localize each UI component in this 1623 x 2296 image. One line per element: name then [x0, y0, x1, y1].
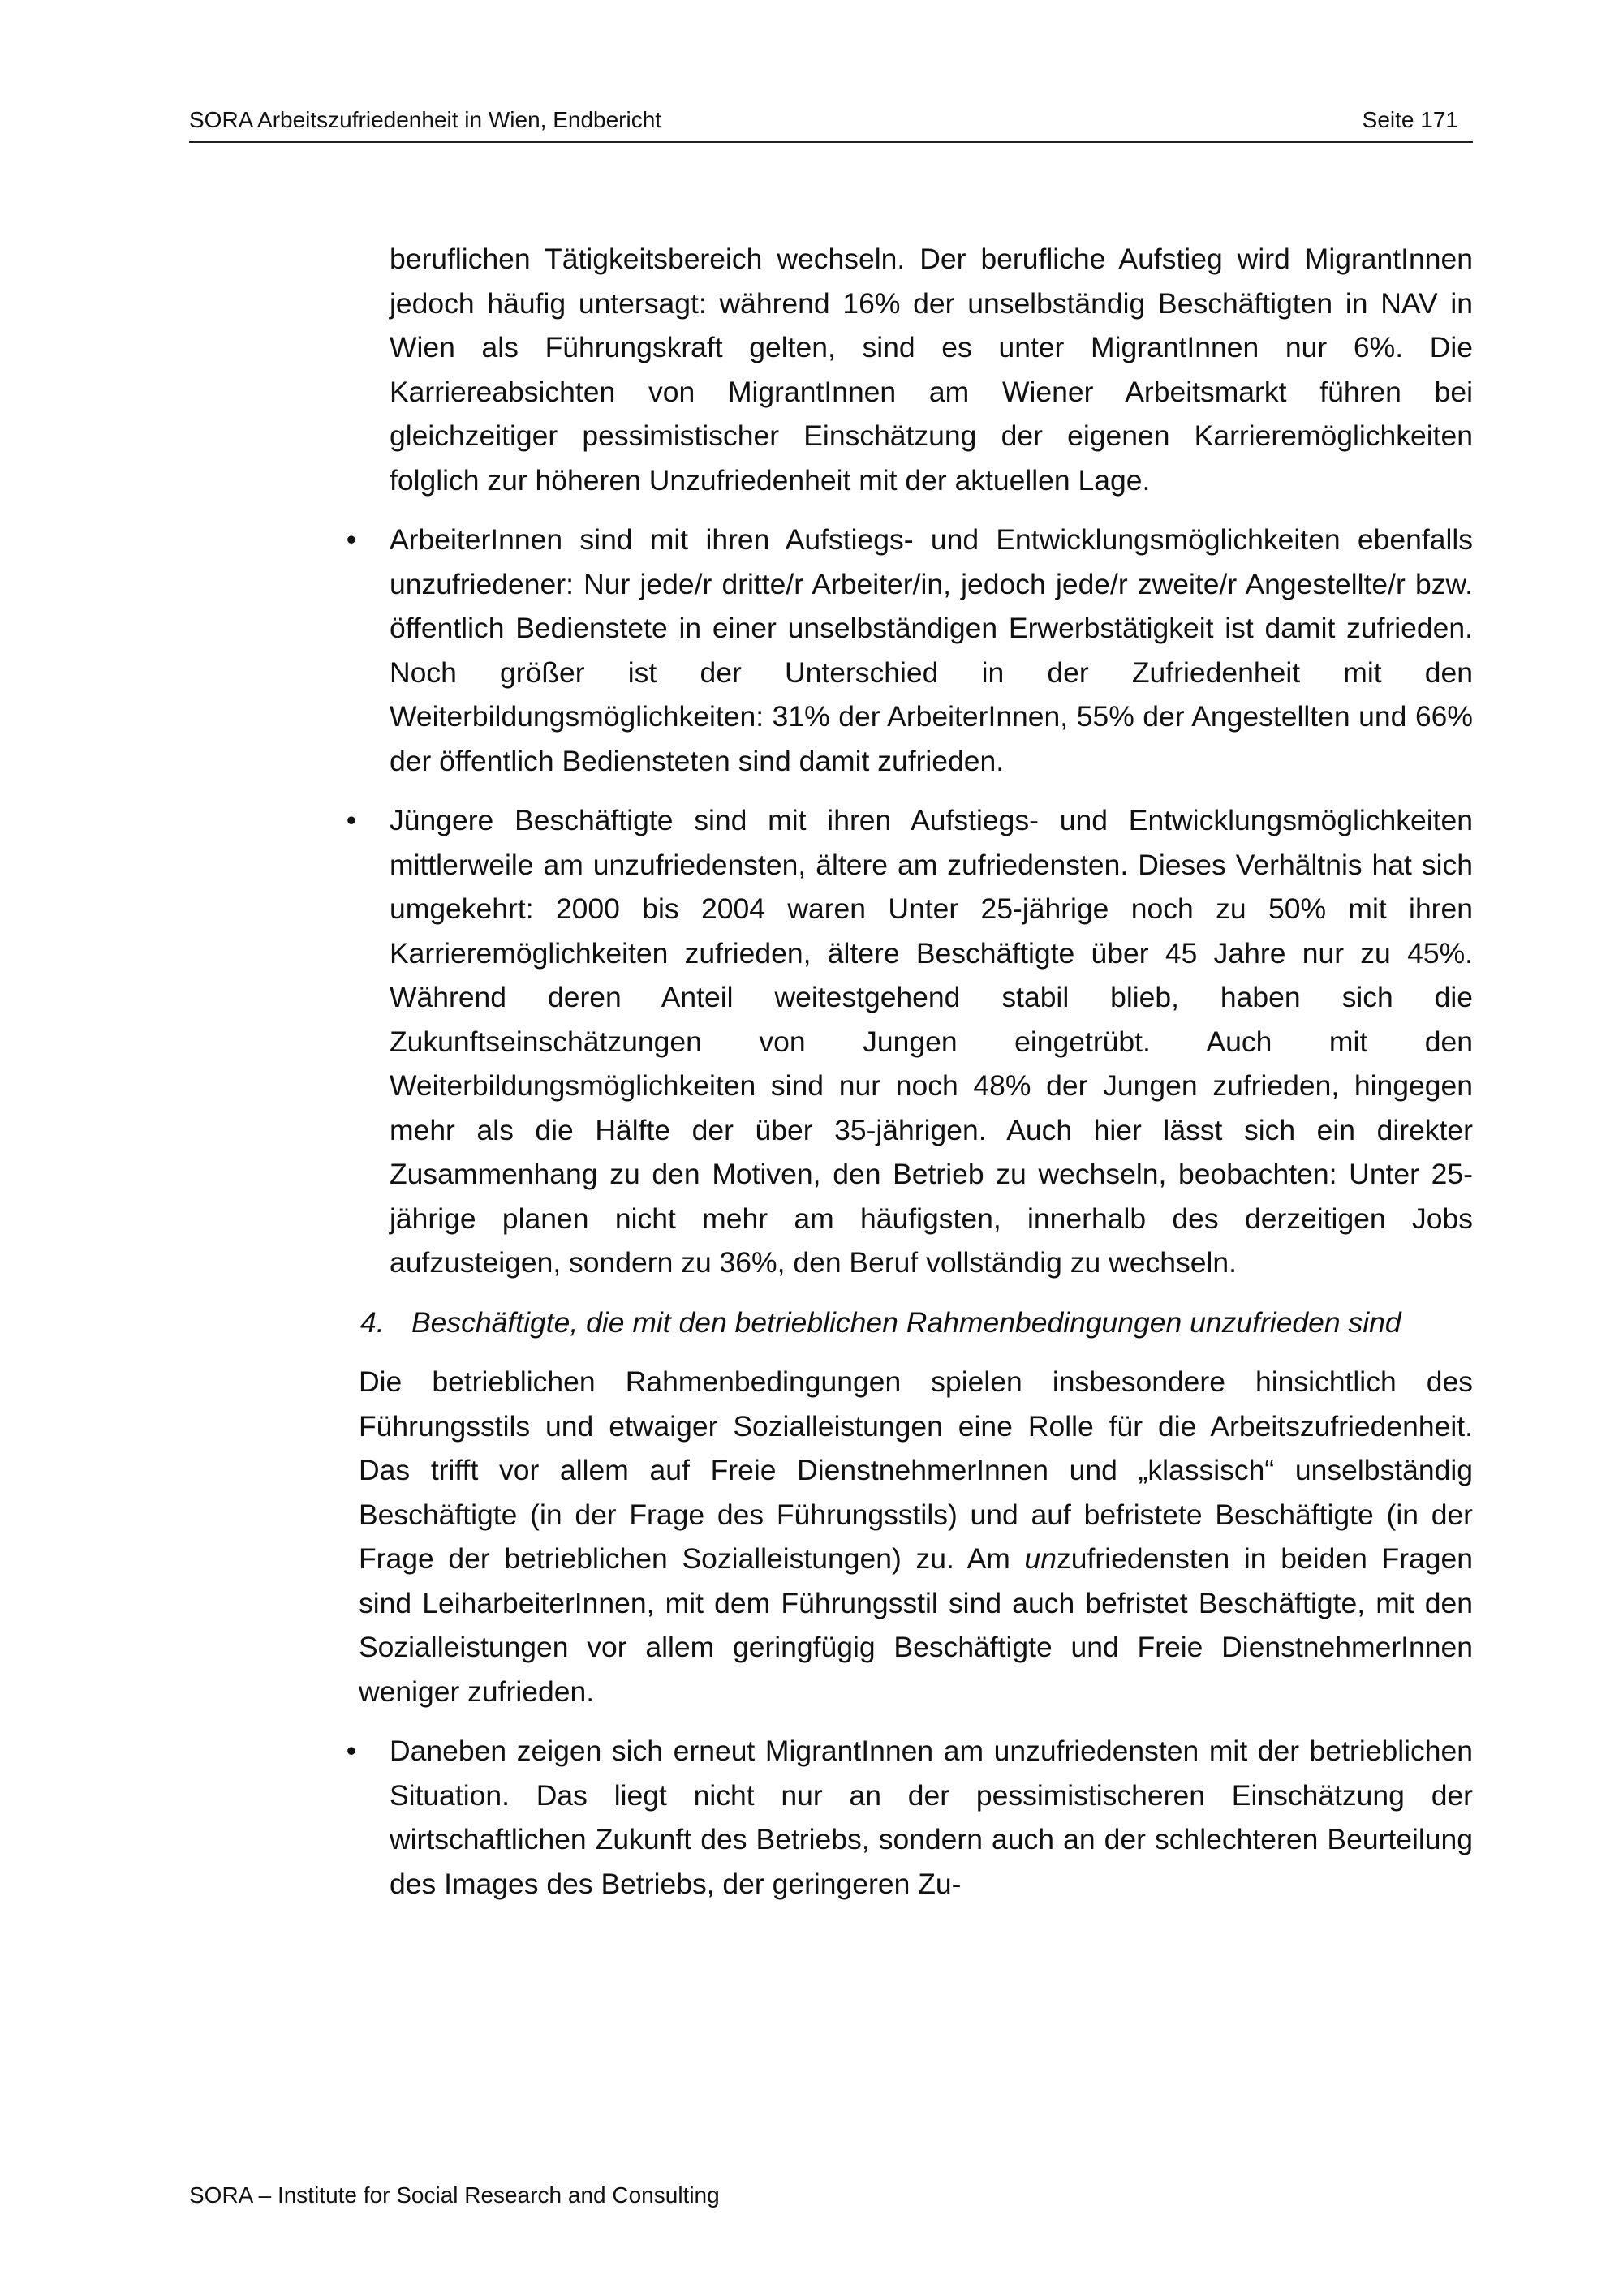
header-title: SORA Arbeitszufriedenheit in Wien, Endbericht	[189, 107, 662, 132]
list-item	[346, 798, 1473, 1285]
section-paragraph-text-2: zufriedensten in beiden Fragen sind LeiharbeiterInnen, mit dem Führungsstil sind auch befristet Beschäftigte, mit den Sozialleistungen vor allem geringfügig Beschäftigte und Freie DienstnehmerInnen weniger zufrieden.	[359, 1542, 1473, 1708]
section-heading	[360, 1301, 1473, 1345]
section-paragraph	[359, 1360, 1473, 1713]
section-paragraph-text-1: Die betrieblichen Rahmenbedingungen spielen insbesondere hinsichtlich des Führungsstils und etwaiger Sozialleistungen eine Rolle für die Arbeitszufriedenheit. Das trifft vor allem auf Freie DienstnehmerInnen und „klassisch“ unselbständig Beschäftigte (in der Frage des Führungsstils) und auf befristete Beschäftigte (in der Frage der betrieblichen Sozialleistungen) zu. Am	[359, 1365, 1473, 1575]
list-item-text: ArbeiterInnen sind mit ihren Aufstiegs- und Entwicklungsmöglichkeiten ebenfalls unzufriedener: Nur jede/r dritte/r Arbeiter/in, jedoch jede/r zweite/r Angestellte/r bzw. öffentlich Bedienstete in einer unselbständigen Erwerbstätigkeit ist damit zufrieden. Noch größer ist der Unterschied in der Zufriedenheit mit den Weiterbildungsmöglichkeiten: 31% der ArbeiterInnen, 55% der Angestellten und 66% der öffentlich Bediensteten sind damit zufrieden.	[390, 523, 1473, 777]
section-number: 4.	[360, 1305, 385, 1339]
bullet-icon: •	[346, 804, 357, 836]
list-item	[346, 1729, 1473, 1906]
page-header	[189, 104, 1473, 143]
page-footer: SORA – Institute for Social Research and Consulting	[189, 2182, 720, 2208]
list-item	[346, 518, 1473, 783]
list-item-text: Daneben zeigen sich erneut MigrantInnen am unzufriedensten mit der betrieblichen Situation. Das liegt nicht nur an der pessimistischeren Einschätzung der wirtschaftlichen Zukunft des Betriebs, sondern auch an der schlechteren Beurteilung des Images des Betriebs, der geringeren Zu-	[390, 1735, 1473, 1900]
list-item-text: Jüngere Beschäftigte sind mit ihren Aufstiegs- und Entwicklungsmöglichkeiten mittlerweile am unzufriedensten, ältere am zufriedensten. Dieses Verhältnis hat sich umgekehrt: 2000 bis 2004 waren Unter 25-jährige noch zu 50% mit ihren Karrieremöglichkeiten zufrieden, ältere Beschäftigte über 45 Jahre nur zu 45%. Während deren Anteil weitestgehend stabil blieb, haben sich die Zukunftseinschätzungen von Jungen eingetrübt. Auch mit den Weiterbildungsmöglichkeiten sind nur noch 48% der Jungen zufrieden, hingegen mehr als die Hälfte der über 35-jährigen. Auch hier lässt sich ein direkter Zusammenhang zu den Motiven, den Betrieb zu wechseln, beobachten: Unter 25-jährige planen nicht mehr am häufigsten, innerhalb des derzeitigen Jobs aufzusteigen, sondern zu 36%, den Beruf vollständig zu wechseln.	[390, 804, 1473, 1279]
bullet-icon: •	[346, 523, 357, 556]
section-paragraph-emphasis: un	[1024, 1542, 1057, 1575]
page-body	[0, 237, 1623, 1906]
continuation-paragraph: beruflichen Tätigkeitsbereich wechseln. Der berufliche Aufstieg wird MigrantInnen jedoch häufig untersagt: während 16% der unselbständig Beschäftigten in NAV in Wien als Führungskraft gelten, sind es unter MigrantInnen nur 6%. Die Karriereabsichten von MigrantInnen am Wiener Arbeitsmarkt führen bei gleichzeitiger pessimistischer Einschätzung der eigenen Karrieremöglichkeiten folglich zur höheren Unzufriedenheit mit der aktuellen Lage.	[390, 243, 1473, 497]
page-number: Seite 171	[1362, 107, 1458, 132]
bullet-icon: •	[346, 1735, 357, 1767]
section-title: Beschäftigte, die mit den betrieblichen Rahmenbedingungen unzufrieden sind	[411, 1305, 1401, 1339]
